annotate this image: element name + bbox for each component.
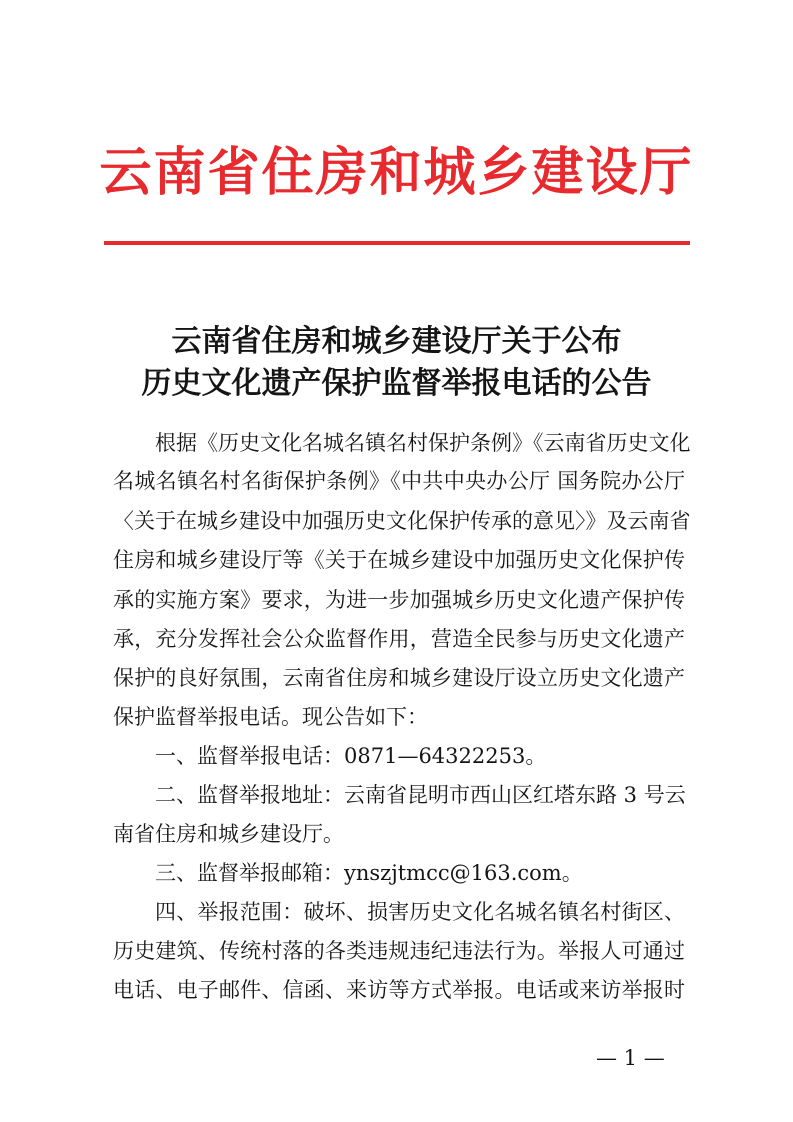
body-line: 承的实施方案》要求，为进一步加强城乡历史文化遗产保护传 [113,588,685,612]
item-address-cont: 南省住房和城乡建设厅。 [113,822,344,846]
document-title-line-1: 云南省住房和城乡建设厅关于公布 [171,324,622,359]
document-title-line-2: 历史文化遗产保护监督举报电话的公告 [141,366,652,401]
item-phone: 一、监督举报电话：0871—64322253。 [155,744,547,768]
item-address: 二、监督举报地址：云南省昆明市西山区红塔东路 3 号云 [155,783,686,807]
body-line: 〈关于在城乡建设中加强历史文化保护传承的意见〉》及云南省 [113,509,691,533]
body-line: 住房和城乡建设厅等《关于在城乡建设中加强历史文化保护传 [113,548,685,572]
page-number: — 1 — [596,1046,665,1070]
item-scope-cont: 历史建筑、传统村落的各类违规违纪违法行为。举报人可通过 [113,939,685,963]
item-scope: 四、举报范围：破坏、损害历史文化名城名镇名村街区、 [155,900,685,924]
body-line: 保护监督举报电话。现公告如下： [113,705,428,729]
body-line: 根据《历史文化名城名镇名村保护条例》《云南省历史文化 [155,431,691,455]
item-scope-cont: 电话、电子邮件、信函、来访等方式举报。电话或来访举报时 [113,978,685,1002]
item-email: 三、监督举报邮箱：ynszjtmcc@163.com。 [155,861,583,885]
body-line: 名城名镇名村名街保护条例》《中共中央办公厅 国务院办公厅 [113,469,685,493]
body-line: 保护的良好氛围，云南省住房和城乡建设厅设立历史文化遗产 [113,666,685,690]
red-divider [104,241,690,245]
masthead-title: 云南省住房和城乡建设厅 [99,142,694,203]
body-line: 承，充分发挥社会公众监督作用，营造全民参与历史文化遗产 [113,627,685,651]
